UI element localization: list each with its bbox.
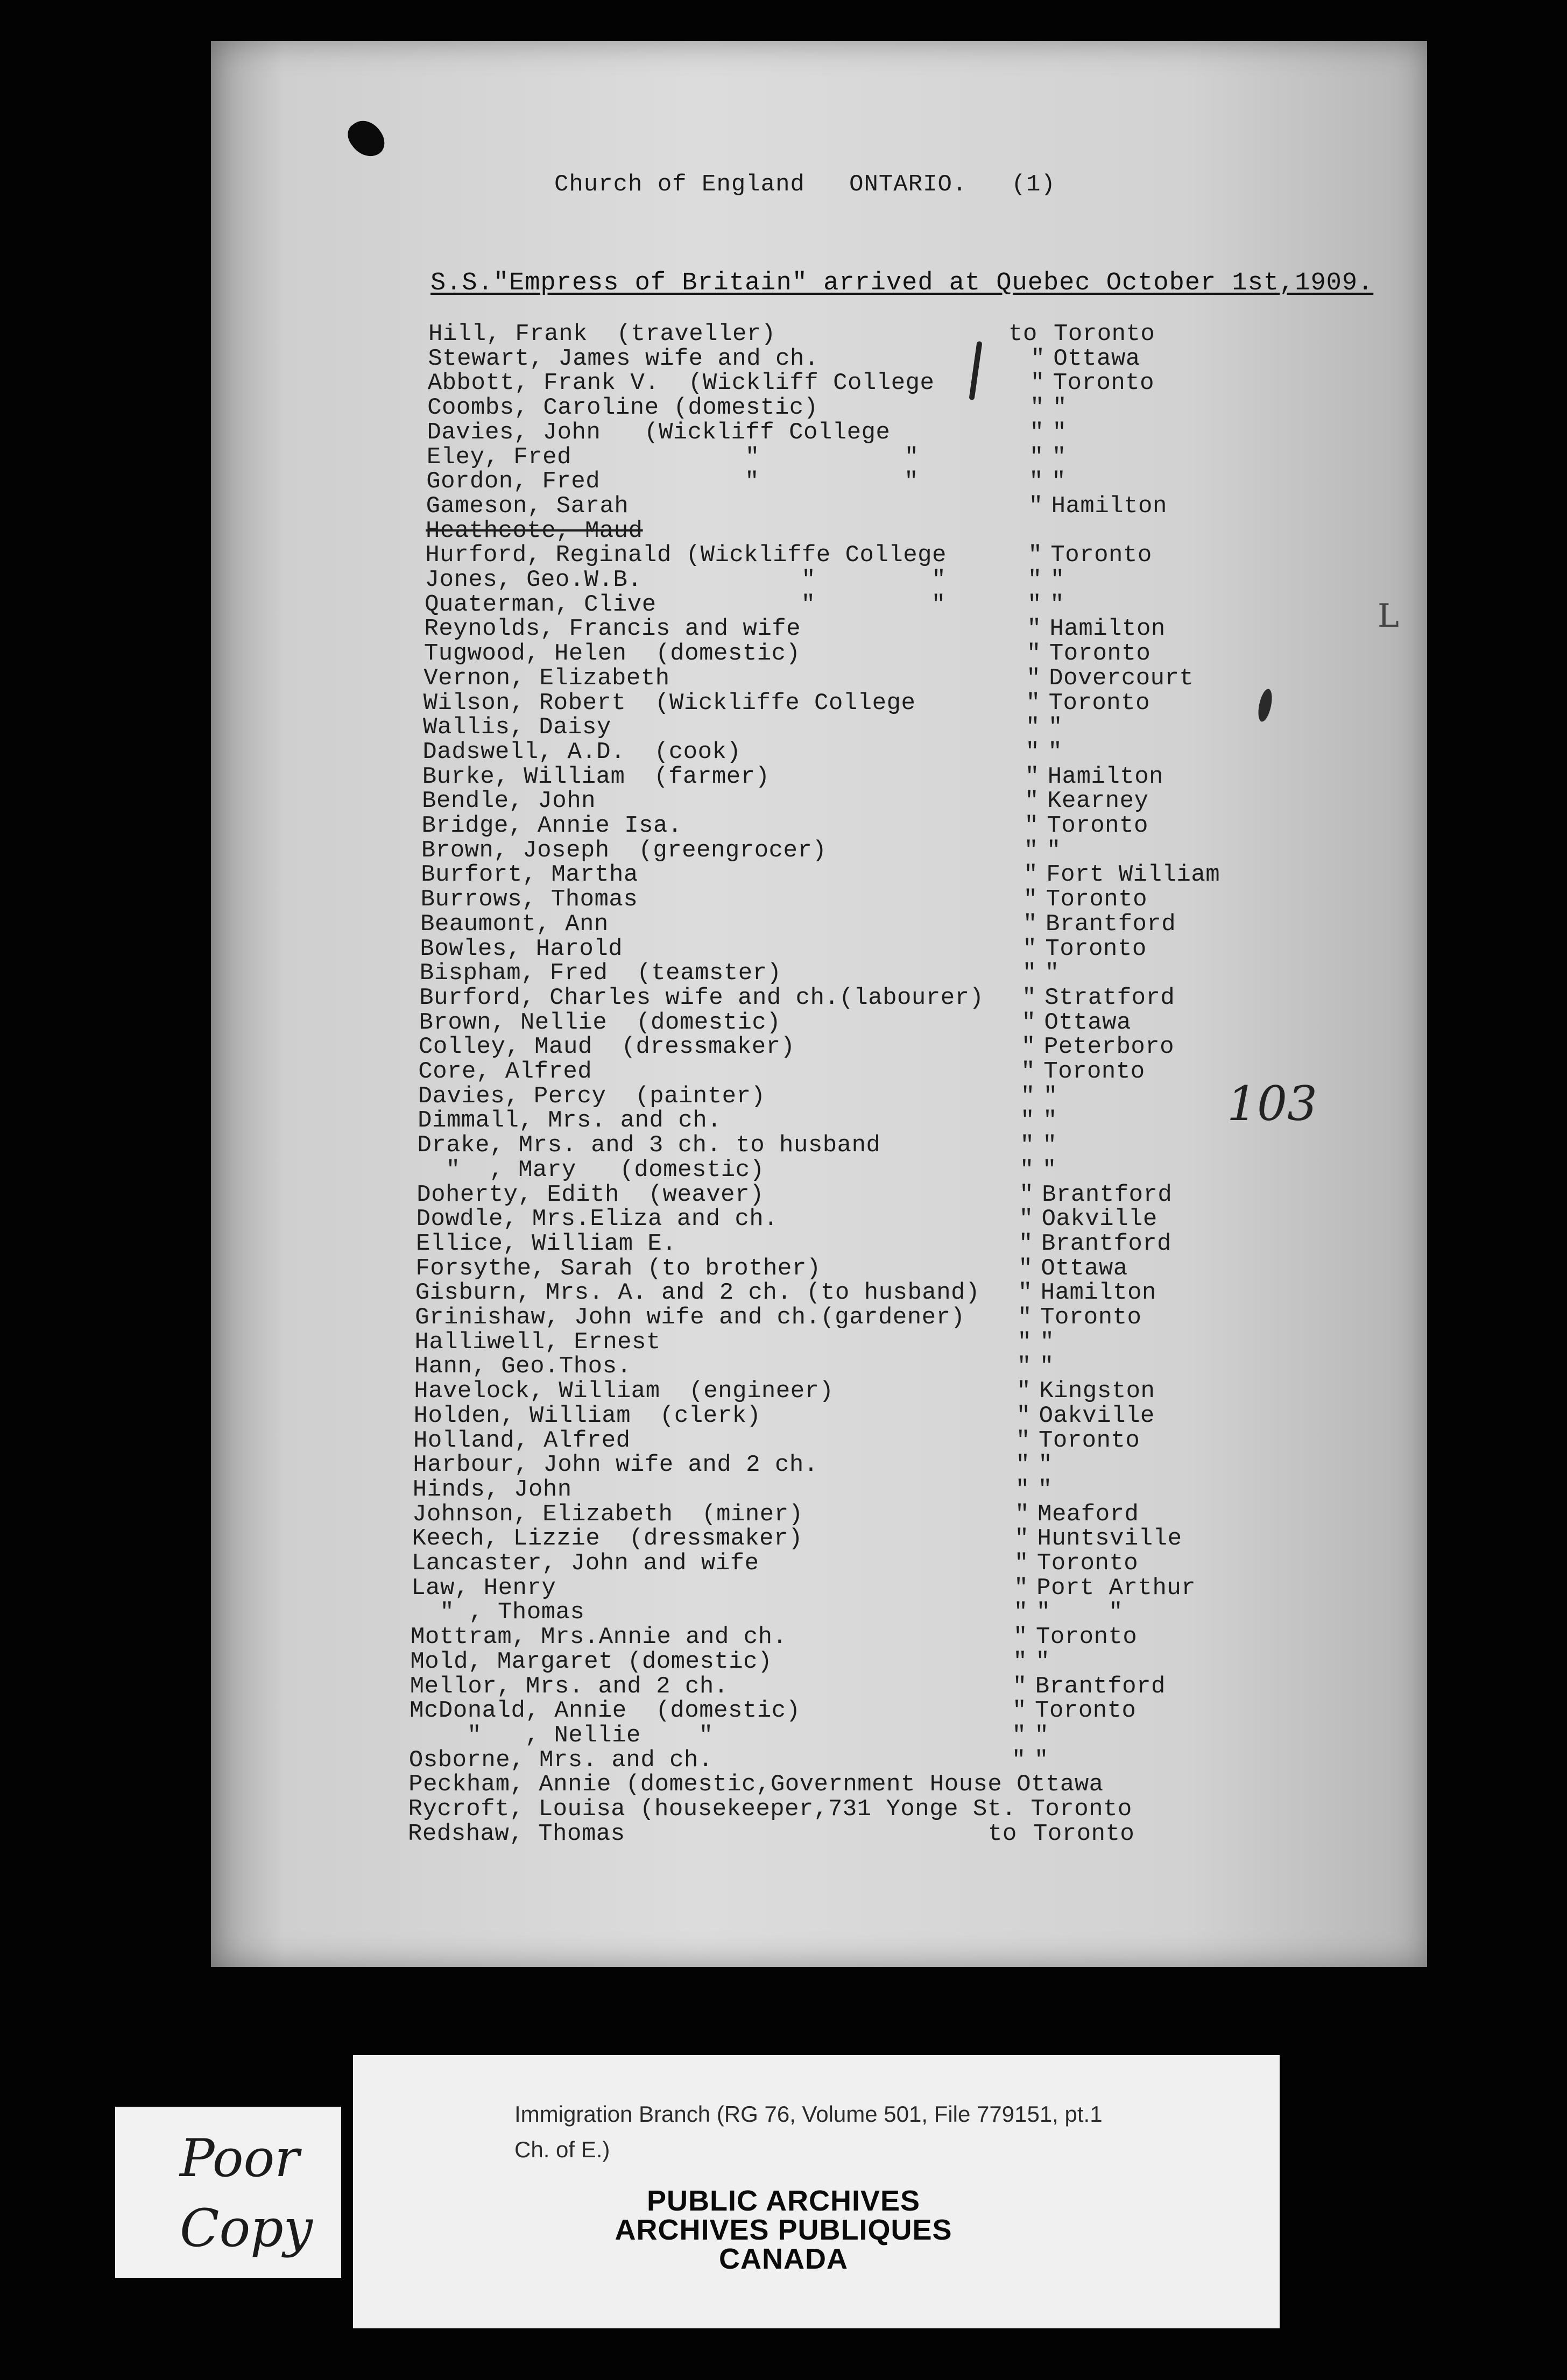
passenger-name: Burford, Charles wife and ch.(labourer) xyxy=(419,984,984,1011)
destination-prefix: " xyxy=(1027,566,1042,593)
passenger-entry xyxy=(408,1797,1216,1822)
destination-prefix: " xyxy=(1029,468,1044,495)
passenger-name: Dowdle, Mrs.Eliza and ch. xyxy=(416,1206,779,1233)
passenger-entry xyxy=(427,395,1234,420)
passenger-destination: Hamilton xyxy=(1047,763,1164,790)
passenger-entry xyxy=(412,1526,1219,1551)
destination-prefix: " xyxy=(1024,812,1039,839)
destination-prefix: " xyxy=(1027,615,1042,643)
passenger-destination: Hamilton xyxy=(1040,1279,1156,1307)
passenger-name: Stewart, James wife and ch. xyxy=(428,345,819,372)
passenger-destination: Kearney xyxy=(1047,788,1149,815)
passenger-name: Burfort, Martha xyxy=(421,861,638,889)
passenger-destination: " xyxy=(1037,1476,1053,1503)
poor-copy-line1: Poor xyxy=(180,2128,300,2188)
passenger-name: Eley, Fred " " xyxy=(426,443,919,471)
passenger-destination: " xyxy=(1044,960,1060,987)
passenger-entry xyxy=(413,1477,1220,1502)
archive-name-en: PUBLIC ARCHIVES xyxy=(646,2185,921,2217)
passenger-destination: Toronto xyxy=(1035,1697,1137,1725)
passenger-entry xyxy=(414,1354,1222,1379)
passenger-entry xyxy=(422,813,1229,838)
passenger-entry xyxy=(410,1698,1217,1723)
passenger-name: Tugwood, Helen (domestic) xyxy=(423,640,801,668)
passenger-destination: " xyxy=(1052,419,1067,446)
passenger-entry xyxy=(411,1576,1218,1600)
destination-prefix: " xyxy=(1021,1058,1036,1085)
destination-prefix: " xyxy=(1025,788,1040,815)
passenger-name: Drake, Mrs. and 3 ch. to husband xyxy=(417,1132,881,1159)
passenger-destination: Toronto xyxy=(1046,886,1148,913)
passenger-entry xyxy=(420,961,1227,986)
passenger-entry xyxy=(427,420,1234,445)
passenger-entry xyxy=(425,543,1232,568)
destination-prefix: " xyxy=(1014,1550,1029,1577)
destination-prefix: " xyxy=(1019,1206,1034,1233)
margin-number: 103 xyxy=(1227,1076,1317,1131)
passenger-destination: Kingston xyxy=(1039,1378,1155,1405)
destination-prefix: " xyxy=(1028,492,1043,520)
passenger-entry xyxy=(427,445,1234,470)
passenger-name: Keech, Lizzie (dressmaker) xyxy=(412,1525,803,1553)
page-number: (1) xyxy=(1011,171,1056,198)
passenger-entry xyxy=(414,1330,1222,1355)
province: ONTARIO. xyxy=(849,171,968,198)
destination-prefix: " xyxy=(1016,1402,1031,1429)
passenger-name: Burke, William (farmer) xyxy=(422,763,770,790)
passenger-destination: Brantford xyxy=(1042,1181,1173,1208)
passenger-destination: Dovercourt xyxy=(1049,664,1194,692)
passenger-destination: Toronto xyxy=(1045,935,1147,962)
passenger-destination: Brantford xyxy=(1046,910,1176,938)
passenger-destination: " xyxy=(1051,443,1067,471)
archive-name-fr: ARCHIVES PUBLIQUES xyxy=(615,2214,952,2246)
passenger-destination: Peterboro xyxy=(1043,1033,1175,1061)
passenger-destination: Toronto xyxy=(1035,1624,1138,1651)
passenger-destination: Port Arthur xyxy=(1036,1574,1196,1602)
destination-prefix: " xyxy=(1022,960,1037,987)
passenger-name: Burrows, Thomas xyxy=(420,886,638,913)
passenger-name: Holland, Alfred xyxy=(413,1427,631,1454)
passenger-name: Johnson, Elizabeth (miner) xyxy=(412,1500,803,1528)
passenger-entry xyxy=(409,1748,1216,1773)
passenger-entry xyxy=(416,1231,1223,1256)
passenger-name: " , Thomas xyxy=(411,1599,585,1626)
passenger-destination: " xyxy=(1048,714,1063,741)
passenger-name: McDonald, Annie (domestic) xyxy=(410,1697,801,1725)
destination-prefix: " xyxy=(1028,542,1043,569)
passenger-entry xyxy=(425,592,1232,617)
passenger-destination: Oakville xyxy=(1041,1206,1157,1233)
passenger-name: Hurford, Reginald (Wickliffe College xyxy=(425,542,947,569)
destination-prefix: " xyxy=(1017,1353,1032,1380)
passenger-entry xyxy=(423,715,1230,740)
passenger-name: Mottram, Mrs.Annie and ch. xyxy=(410,1624,787,1651)
passenger-name: Harbour, John wife and 2 ch. xyxy=(413,1451,818,1479)
passenger-name: Lancaster, John and wife xyxy=(411,1550,759,1577)
passenger-entry xyxy=(410,1649,1217,1674)
passenger-destination: " xyxy=(1051,468,1067,495)
archive-reference-line2: Ch. of E.) xyxy=(514,2137,610,2162)
passenger-destination: Fort William xyxy=(1046,861,1220,889)
passenger-name: Davies, John (Wickliff College xyxy=(427,419,891,446)
passenger-entry xyxy=(421,838,1229,863)
passenger-destination: Brantford xyxy=(1041,1230,1172,1257)
passenger-entry xyxy=(415,1305,1222,1330)
destination-prefix: " xyxy=(1024,861,1039,889)
passenger-entry xyxy=(421,862,1228,887)
destination-prefix: " xyxy=(1017,1328,1032,1356)
passenger-entry xyxy=(418,1108,1225,1133)
passenger-destination: Toronto xyxy=(1047,812,1148,839)
passenger-entry xyxy=(426,469,1233,494)
destination-prefix: " xyxy=(1030,394,1045,422)
destination-prefix: " xyxy=(1019,1156,1034,1184)
passenger-name: Wallis, Daisy xyxy=(423,714,611,741)
passenger-entry xyxy=(415,1256,1223,1281)
destination-prefix: " xyxy=(1026,640,1041,668)
passenger-name: Reynolds, Francis and wife xyxy=(424,615,801,643)
passenger-name: Redshaw, Thomas xyxy=(408,1820,625,1847)
destination-prefix: " xyxy=(1020,1082,1035,1110)
destination-prefix: " xyxy=(1018,1230,1033,1257)
passenger-destination: " xyxy=(1050,566,1065,593)
passenger-entry xyxy=(425,617,1232,641)
passenger-destination: Oakville xyxy=(1039,1402,1155,1429)
passenger-name: Hann, Geo.Thos. xyxy=(414,1353,632,1380)
passenger-destination: Brantford xyxy=(1035,1673,1166,1700)
passenger-destination: " xyxy=(1046,837,1061,864)
destination-prefix: " xyxy=(1026,664,1041,692)
passenger-destination: " xyxy=(1043,1082,1058,1110)
passenger-name: Peckham, Annie (domestic,Government House Ottawa xyxy=(408,1771,1104,1798)
destination-prefix: " xyxy=(1020,1107,1035,1135)
passenger-name: Core, Alfred xyxy=(418,1058,592,1085)
passenger-name: Bispham, Fred (teamster) xyxy=(419,960,782,987)
passenger-entry xyxy=(419,1010,1226,1035)
passenger-destination: Toronto xyxy=(1038,1427,1140,1454)
passenger-entry xyxy=(428,371,1235,395)
destination-prefix: " xyxy=(1018,1255,1033,1282)
passenger-destination: " xyxy=(1034,1746,1049,1774)
denomination: Church of England xyxy=(554,171,805,198)
destination-prefix: " xyxy=(1026,689,1041,717)
passenger-entry xyxy=(418,1084,1225,1109)
destination-prefix: " xyxy=(1013,1624,1028,1651)
destination-prefix: " xyxy=(1015,1451,1030,1479)
passenger-entry xyxy=(417,1133,1224,1158)
passenger-entry xyxy=(428,322,1236,346)
destination-prefix: " xyxy=(1030,370,1045,397)
archive-reference-line1: Immigration Branch (RG 76, Volume 501, File 779151, pt.1 xyxy=(514,2101,1103,2127)
passenger-destination: " xyxy=(1048,738,1063,766)
passenger-name: Heathcote, Maud xyxy=(426,517,643,544)
passenger-name: Hill, Frank (traveller) xyxy=(428,321,776,348)
destination-prefix: " xyxy=(1018,1304,1032,1331)
passenger-destination: Toronto xyxy=(1048,689,1150,717)
passenger-destination: Ottawa xyxy=(1041,1255,1128,1282)
destination-prefix: " xyxy=(1026,714,1040,741)
passenger-entry xyxy=(411,1600,1218,1625)
passenger-name: Bowles, Harold xyxy=(420,935,623,962)
passenger-entry xyxy=(413,1428,1220,1453)
passenger-name: Grinishaw, John wife and ch.(gardener) xyxy=(415,1304,965,1331)
destination-prefix: to xyxy=(988,1820,1017,1847)
passenger-destination: " xyxy=(1035,1648,1050,1675)
passenger-destination: Toronto xyxy=(1049,640,1151,668)
passenger-name: Wilson, Robert (Wickliffe College xyxy=(423,689,916,717)
destination-prefix: " xyxy=(1013,1599,1028,1626)
passenger-destination: " xyxy=(1039,1353,1054,1380)
passenger-name: " , Mary (domestic) xyxy=(417,1156,765,1184)
passenger-entry xyxy=(418,1059,1225,1084)
passenger-name: Mellor, Mrs. and 2 ch. xyxy=(410,1673,729,1700)
passenger-name: Dimmall, Mrs. and ch. xyxy=(418,1107,722,1135)
destination-prefix: " xyxy=(1012,1722,1027,1749)
destination-prefix: " xyxy=(1029,443,1044,471)
destination-prefix: " xyxy=(1018,1279,1033,1307)
passenger-destination: Toronto xyxy=(1040,1304,1142,1331)
destination-prefix: " xyxy=(1030,345,1046,372)
destination-prefix: " xyxy=(1020,1132,1035,1159)
passenger-name: Dadswell, A.D. (cook) xyxy=(422,738,742,766)
passenger-destination: Toronto xyxy=(1036,1550,1139,1577)
passenger-name: Brown, Nellie (domestic) xyxy=(419,1009,781,1036)
passenger-destination: Stratford xyxy=(1044,984,1175,1011)
passenger-name: Halliwell, Ernest xyxy=(414,1328,661,1356)
passenger-entry xyxy=(411,1625,1218,1649)
destination-prefix: " xyxy=(1014,1525,1029,1553)
passenger-destination: " xyxy=(1042,1132,1057,1159)
passenger-name: Vernon, Elizabeth xyxy=(423,664,670,692)
passenger-destination: Meaford xyxy=(1037,1500,1139,1528)
passenger-destination: Hamilton xyxy=(1051,492,1167,520)
passenger-entry xyxy=(422,764,1230,789)
passenger-entry xyxy=(417,1182,1224,1207)
passenger-destination: Hamilton xyxy=(1049,615,1166,643)
passenger-destination: " xyxy=(1050,591,1065,618)
passenger-destination: " " xyxy=(1036,1599,1124,1626)
destination-prefix: " xyxy=(1017,1378,1032,1405)
passenger-entry xyxy=(414,1379,1221,1404)
passenger-destination: " xyxy=(1038,1451,1053,1479)
destination-prefix: " xyxy=(1012,1673,1027,1700)
destination-prefix: " xyxy=(1019,1181,1034,1208)
passenger-name: Abbott, Frank V. (Wickliff College xyxy=(427,370,935,397)
destination-prefix: " xyxy=(1022,935,1037,962)
passenger-entry xyxy=(417,1158,1224,1182)
passenger-destination: " xyxy=(1043,1107,1057,1135)
passenger-entry xyxy=(424,641,1231,666)
passenger-name: Gisburn, Mrs. A. and 2 ch. (to husband) xyxy=(415,1279,980,1307)
margin-letter: L xyxy=(1378,597,1399,635)
passenger-name: Gordon, Fred " " xyxy=(426,468,919,495)
destination-prefix: " xyxy=(1015,1427,1030,1454)
destination-prefix: " xyxy=(1013,1648,1028,1675)
passenger-entry xyxy=(423,666,1231,691)
destination-prefix: to xyxy=(1008,321,1037,348)
passenger-name: Gameson, Sarah xyxy=(426,492,629,520)
passenger-entry xyxy=(421,887,1228,912)
passenger-entry xyxy=(422,789,1229,813)
passenger-name: Jones, Geo.W.B. " " xyxy=(425,566,947,593)
passenger-destination: Toronto xyxy=(1043,1058,1145,1085)
passenger-entry xyxy=(420,912,1227,937)
passenger-destination: " xyxy=(1034,1722,1049,1749)
passenger-name: Osborne, Mrs. and ch. xyxy=(408,1746,713,1774)
destination-prefix: " xyxy=(1021,1009,1036,1036)
passenger-entry xyxy=(425,568,1232,592)
destination-prefix: " xyxy=(1023,910,1037,938)
destination-prefix: " xyxy=(1011,1746,1026,1774)
passenger-name: Ellice, William E. xyxy=(415,1230,677,1257)
passenger-name: Bridge, Annie Isa. xyxy=(421,812,682,839)
passenger-name: Mold, Margaret (domestic) xyxy=(410,1648,772,1675)
passenger-entry xyxy=(426,519,1233,543)
passenger-destination: " xyxy=(1040,1328,1055,1356)
archive-country: CANADA xyxy=(719,2243,848,2275)
destination-prefix: " xyxy=(1015,1476,1030,1503)
passenger-name: Law, Henry xyxy=(411,1574,556,1602)
passenger-name: Rycroft, Louisa (housekeeper,731 Yonge St. Toronto xyxy=(408,1796,1132,1823)
passenger-name: Quaterman, Clive " " xyxy=(425,591,946,618)
destination-prefix: " xyxy=(1027,591,1042,618)
passenger-name: Coombs, Caroline (domestic) xyxy=(427,394,818,422)
passenger-name: Hinds, John xyxy=(412,1476,572,1503)
destination-prefix: " xyxy=(1015,1500,1029,1528)
passenger-entry xyxy=(413,1453,1220,1477)
passenger-destination: Toronto xyxy=(1050,542,1152,569)
page-header xyxy=(554,171,1056,198)
passenger-name: Bendle, John xyxy=(422,788,596,815)
destination-prefix: " xyxy=(1023,886,1038,913)
passenger-name: Doherty, Edith (weaver) xyxy=(417,1181,764,1208)
destination-prefix: " xyxy=(1022,984,1037,1011)
passenger-entry xyxy=(420,937,1227,961)
passenger-name: Havelock, William (engineer) xyxy=(414,1378,834,1405)
destination-prefix: " xyxy=(1014,1574,1029,1602)
passenger-destination: Toronto xyxy=(1054,321,1155,348)
destination-prefix: " xyxy=(1012,1697,1027,1725)
passenger-entry xyxy=(412,1502,1219,1527)
passenger-entry xyxy=(414,1404,1221,1428)
passenger-entry xyxy=(428,346,1235,371)
passenger-entry xyxy=(412,1551,1219,1576)
destination-prefix: " xyxy=(1024,837,1039,864)
passenger-destination: Ottawa xyxy=(1053,345,1140,372)
passenger-name: Holden, William (clerk) xyxy=(413,1402,761,1429)
destination-prefix: " xyxy=(1025,763,1040,790)
passenger-entry xyxy=(417,1207,1224,1231)
passenger-entry xyxy=(408,1772,1216,1797)
passenger-entry xyxy=(408,1822,1215,1846)
passenger-name: Brown, Joseph (greengrocer) xyxy=(421,837,827,864)
destination-prefix: " xyxy=(1025,738,1040,766)
passenger-name: Davies, Percy (painter) xyxy=(418,1082,766,1110)
passenger-name: " , Nellie " xyxy=(409,1722,714,1749)
passenger-name: Beaumont, Ann xyxy=(420,910,609,938)
ship-arrival-title: S.S."Empress of Britain" arrived at Quebec October 1st,1909. xyxy=(430,269,1374,298)
destination-prefix: " xyxy=(1021,1033,1036,1061)
passenger-destination: Huntsville xyxy=(1037,1525,1182,1553)
passenger-entry xyxy=(419,1035,1226,1059)
passenger-destination: Ottawa xyxy=(1044,1009,1131,1036)
passenger-entry xyxy=(410,1674,1217,1699)
passenger-destination: " xyxy=(1053,394,1068,422)
passenger-name: Colley, Maud (dressmaker) xyxy=(418,1033,795,1061)
passenger-entry xyxy=(422,740,1230,764)
passenger-entry xyxy=(409,1723,1216,1748)
passenger-entry xyxy=(426,494,1233,519)
passenger-entry xyxy=(419,986,1226,1010)
passenger-entry xyxy=(423,691,1231,716)
passenger-entry xyxy=(415,1280,1223,1305)
destination-prefix: " xyxy=(1029,419,1044,446)
poor-copy-line2: Copy xyxy=(180,2198,313,2258)
passenger-destination: Toronto xyxy=(1033,1820,1135,1847)
passenger-name: Forsythe, Sarah (to brother) xyxy=(415,1255,821,1282)
passenger-destination: " xyxy=(1042,1156,1057,1184)
passenger-destination: Toronto xyxy=(1053,370,1155,397)
